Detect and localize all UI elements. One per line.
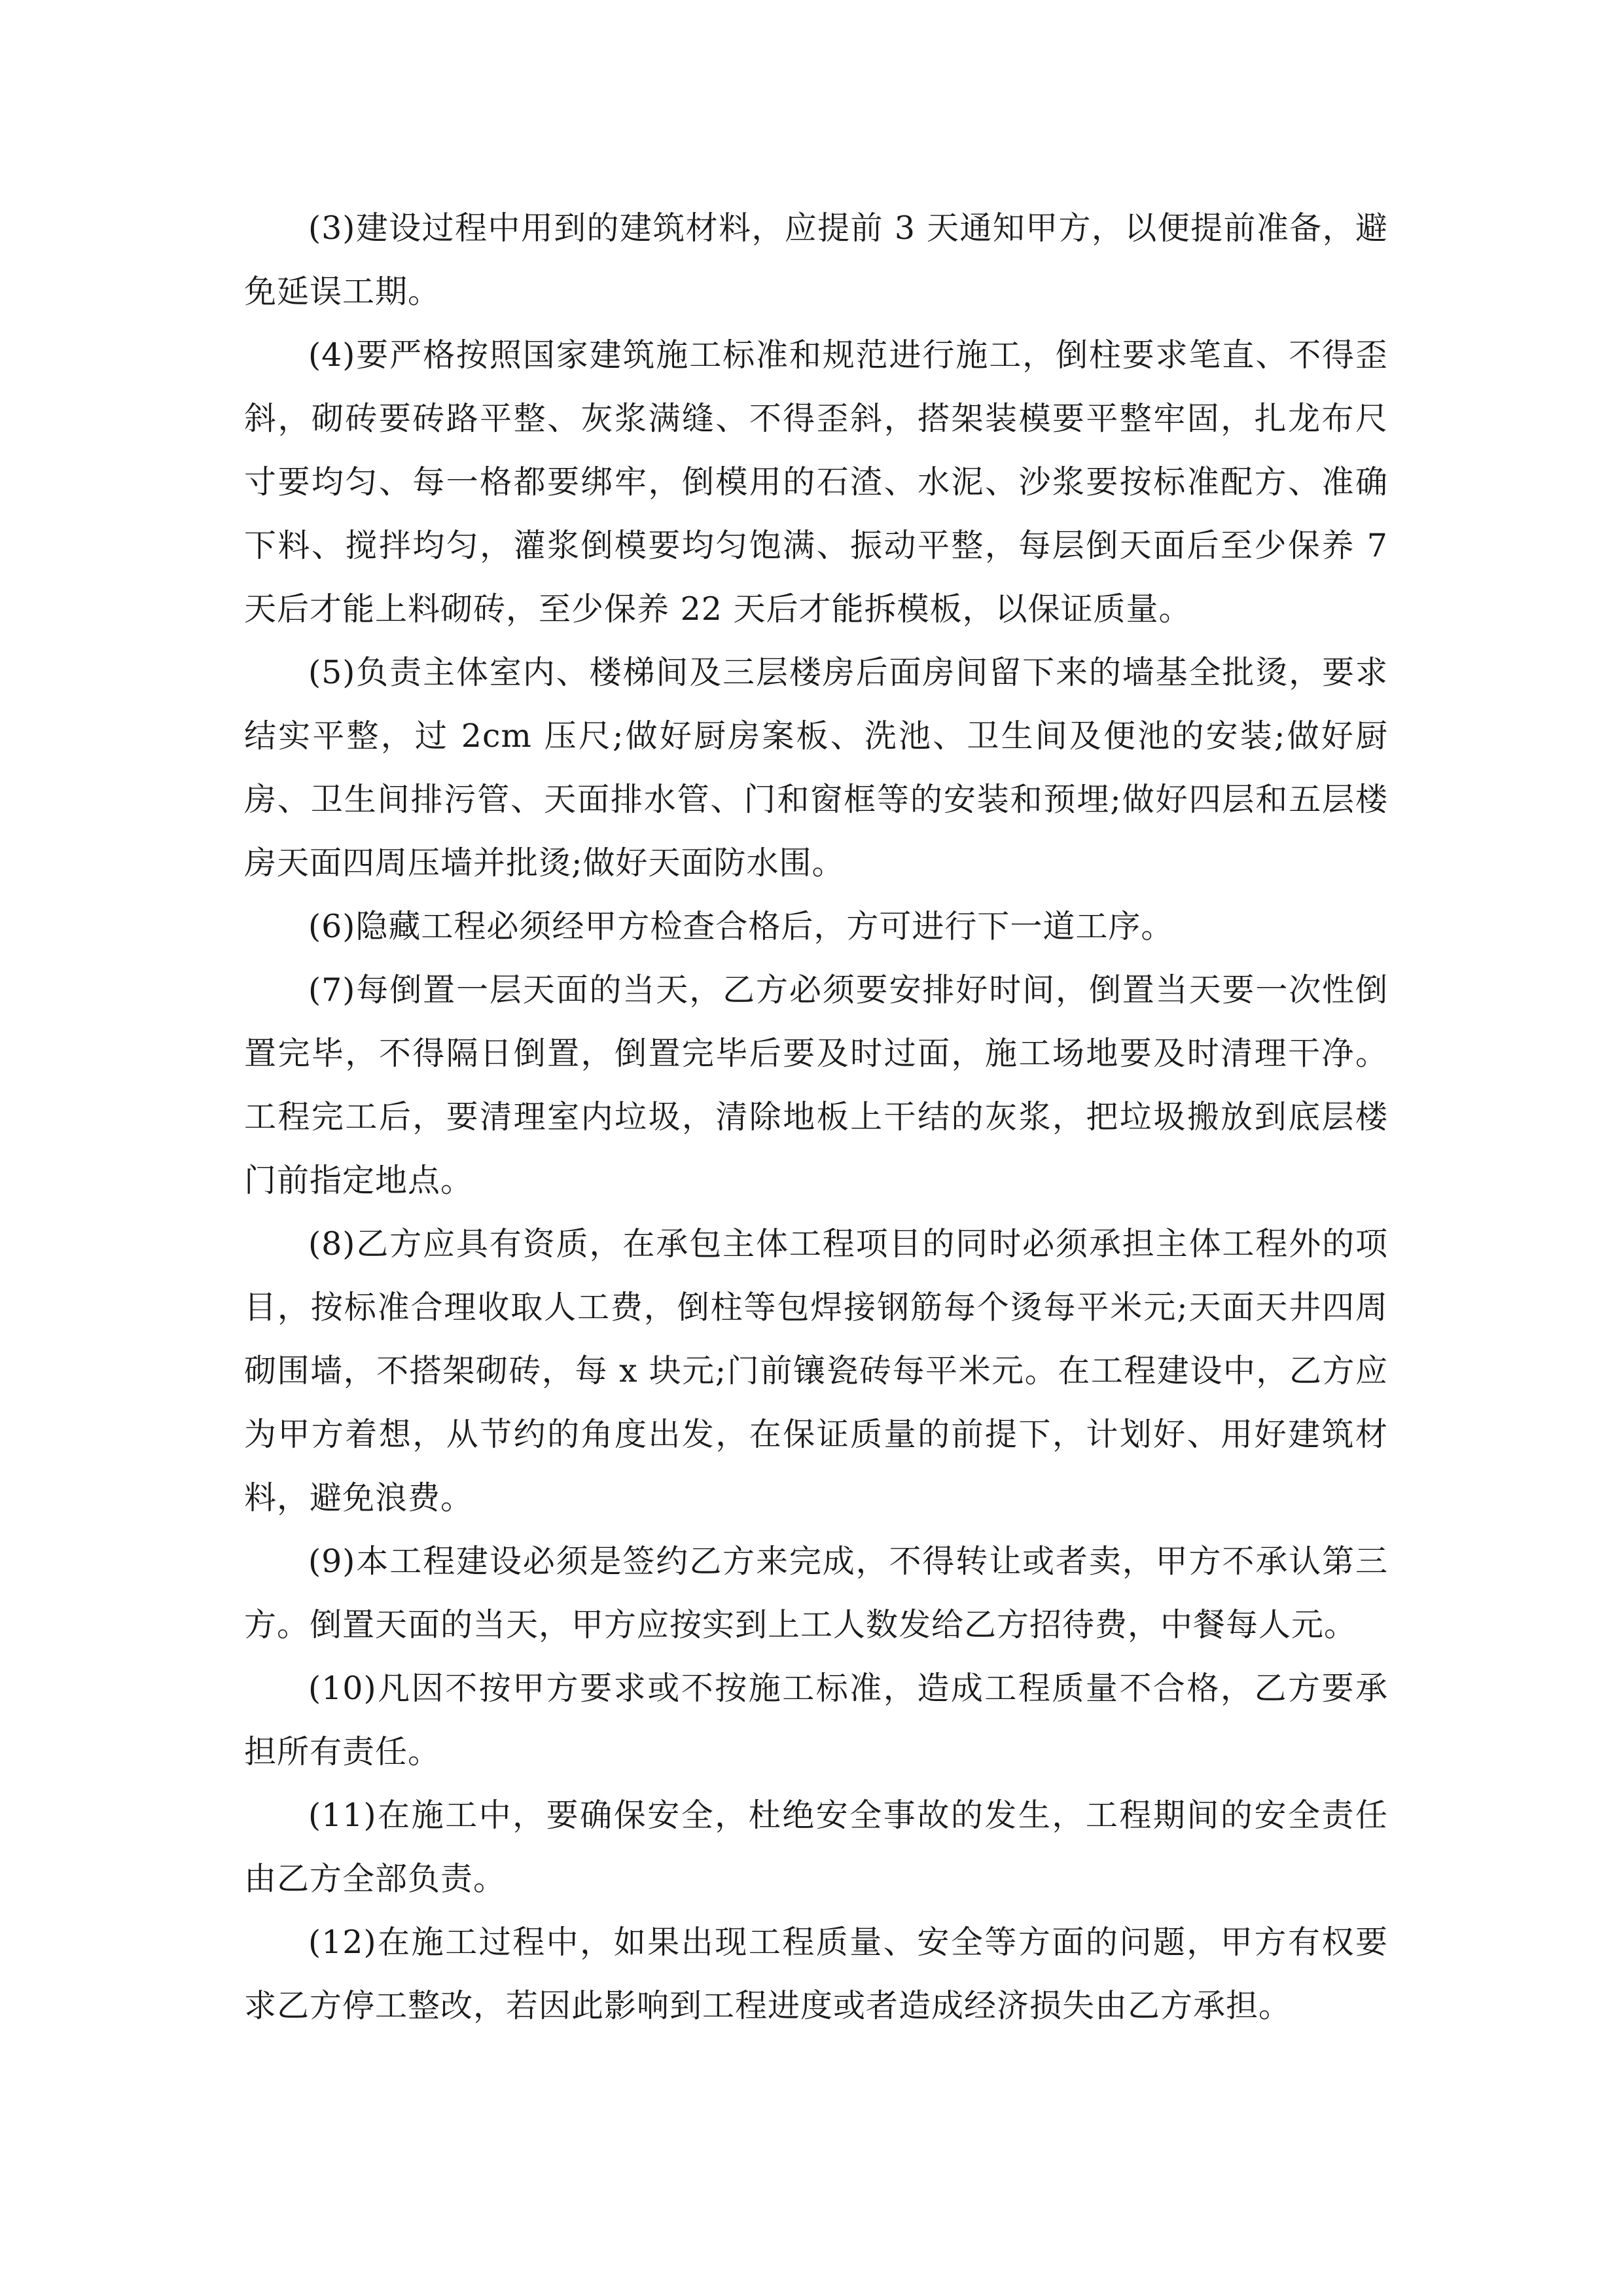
clause-10: (10)凡因不按甲方要求或不按施工标准，造成工程质量不合格，乙方要承担所有责任。 bbox=[244, 1670, 1388, 1770]
clause-3: (3)建设过程中用到的建筑材料，应提前 3 天通知甲方，以便提前准备，避免延误工期。 bbox=[244, 209, 1388, 310]
clause-4: (4)要严格按照国家建筑施工标准和规范进行施工，倒柱要求笔直、不得歪斜，砌砖要砖路平整、灰浆满缝、不得歪斜，搭架装模要平整牢固，扎龙布尺寸要均匀、每一格都要绑牢，倒模用的石渣、水泥、沙浆要按标准配方、准确下料、搅拌均匀，灌浆倒模要均匀饱满、振动平整，每层倒天面后至少保养 7 天后才能上料砌砖，至少保养 22 天后才能拆模板，以保证质量。 bbox=[244, 336, 1388, 628]
clause-7: (7)每倒置一层天面的当天，乙方必须要安排好时间，倒置当天要一次性倒置完毕，不得隔日倒置，倒置完毕后要及时过面，施工场地要及时清理干净。工程完工后，要清理室内垃圾，清除地板上干结的灰浆，把垃圾搬放到底层楼门前指定地点。 bbox=[244, 971, 1388, 1199]
clause-6: (6)隐藏工程必须经甲方检查合格后，方可进行下一道工序。 bbox=[308, 908, 1174, 945]
clause-8: (8)乙方应具有资质，在承包主体工程项目的同时必须承担主体工程外的项目，按标准合理收取人工费，倒柱等包焊接钢筋每个烫每平米元;天面天井四周砌围墙，不搭架砌砖，每 x 块元;门前镶瓷砖每平米元。在工程建设中，乙方应为甲方着想，从节约的角度出发，在保证质量的前提下，计划好、用好建筑材料，避免浪费。 bbox=[244, 1225, 1388, 1516]
clause-12: (12)在施工过程中，如果出现工程质量、安全等方面的问题，甲方有权要求乙方停工整改，若因此影响到工程进度或者造成经济损失由乙方承担。 bbox=[244, 1924, 1388, 2024]
clause-5: (5)负责主体室内、楼梯间及三层楼房后面房间留下来的墙基全批烫，要求结实平整，过 2cm 压尺;做好厨房案板、洗池、卫生间及便池的安装;做好厨房、卫生间排污管、天面排水管、门和窗框等的安装和预埋;做好四层和五层楼房天面四周压墙并批烫;做好天面防水围。 bbox=[244, 654, 1388, 882]
clause-11: (11)在施工中，要确保安全，杜绝安全事故的发生，工程期间的安全责任由乙方全部负责。 bbox=[244, 1797, 1388, 1897]
document-body bbox=[244, 196, 1388, 2037]
clause-9: (9)本工程建设必须是签约乙方来完成，不得转让或者卖，甲方不承认第三方。倒置天面的当天，甲方应按实到上工人数发给乙方招待费，中餐每人元。 bbox=[244, 1543, 1388, 1643]
